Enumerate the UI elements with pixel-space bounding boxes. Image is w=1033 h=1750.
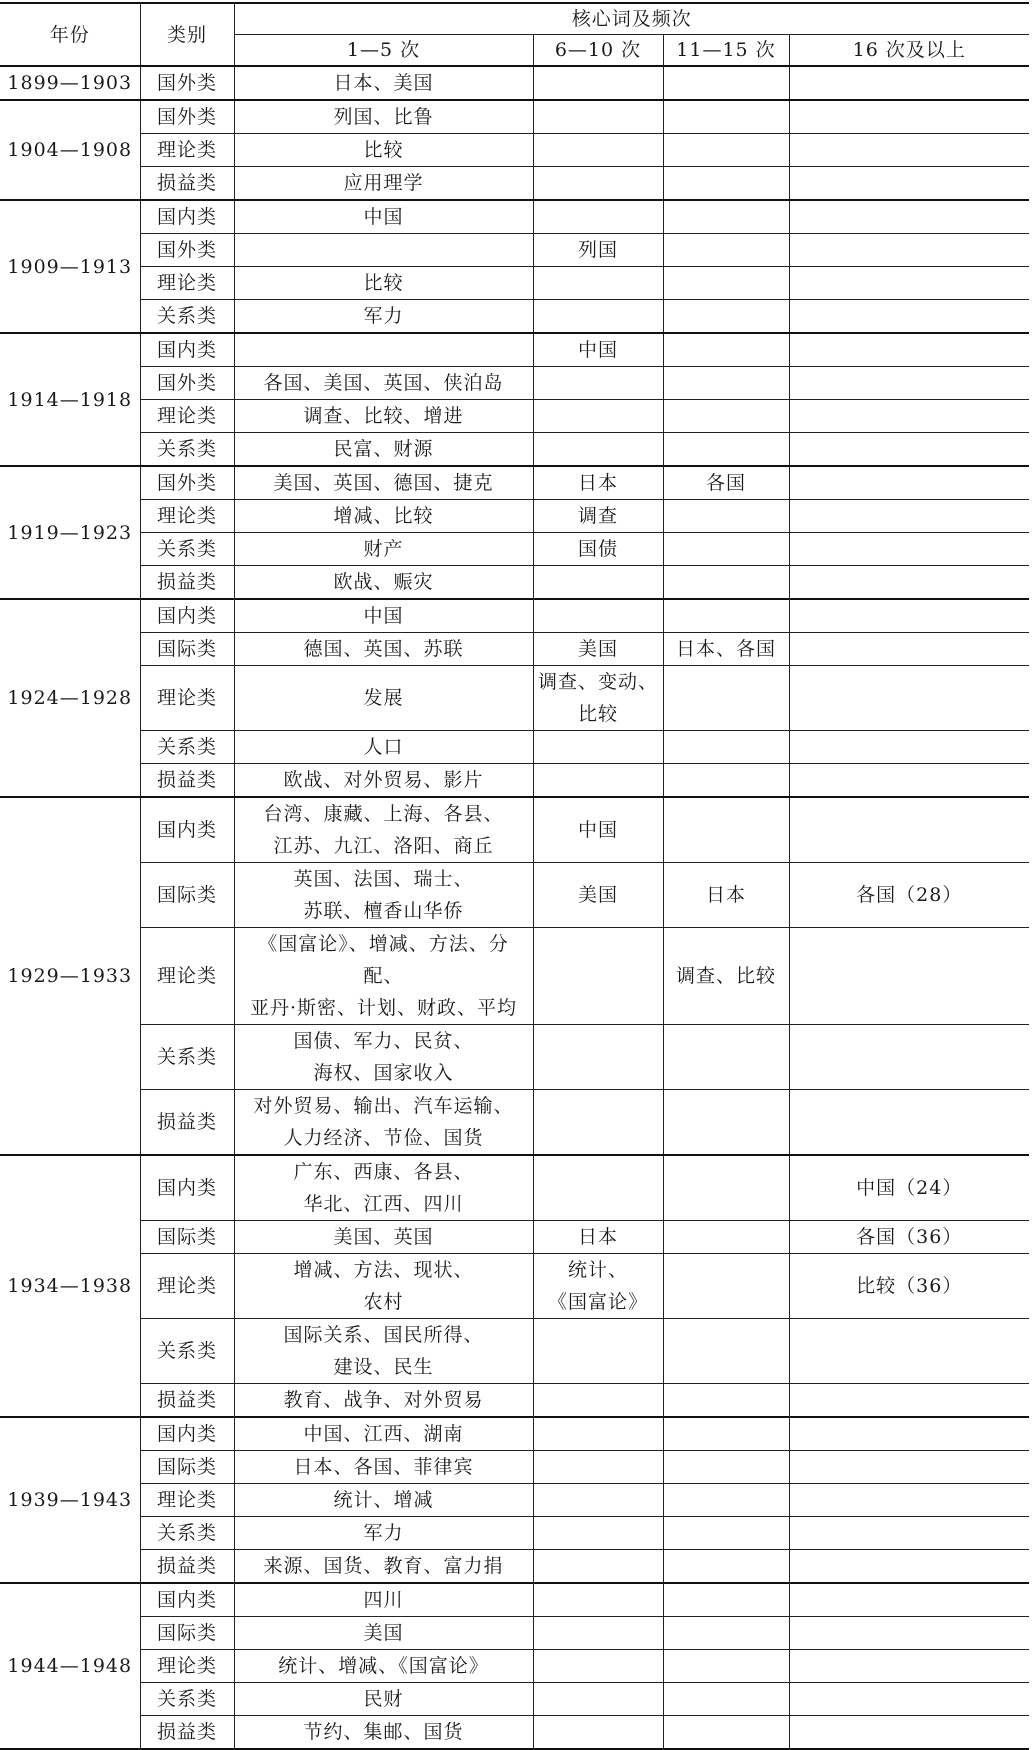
keywords-11-15-cell — [663, 599, 789, 633]
keywords-16-plus-cell — [789, 797, 1029, 863]
table-row — [0, 1384, 1029, 1418]
category-cell: 国内类 — [140, 1583, 234, 1617]
year-cell: 1939—1943 — [0, 1417, 140, 1583]
category-cell: 损益类 — [140, 167, 234, 201]
table-row — [0, 100, 1029, 134]
table-row — [0, 1254, 1029, 1319]
keywords-16-plus-cell — [789, 66, 1029, 100]
table-row — [0, 1683, 1029, 1716]
category-cell: 国外类 — [140, 367, 234, 400]
table-row — [0, 1517, 1029, 1550]
table-row — [0, 300, 1029, 334]
keywords-11-15-cell — [663, 533, 789, 566]
keywords-16-plus-cell — [789, 267, 1029, 300]
keywords-16-plus-cell — [789, 666, 1029, 731]
keywords-1-5-cell: 各国、美国、英国、侠泊岛 — [234, 367, 533, 400]
keywords-1-5-cell: 民财 — [234, 1683, 533, 1716]
keywords-16-plus-cell — [789, 1550, 1029, 1584]
band-header-11-15: 11—15 次 — [663, 35, 789, 67]
keywords-1-5-cell: 军力 — [234, 1517, 533, 1550]
keywords-6-10-cell: 中国 — [533, 333, 663, 367]
category-cell: 国内类 — [140, 1417, 234, 1451]
keywords-16-plus-cell — [789, 1650, 1029, 1683]
keywords-1-5-cell: 教育、战争、对外贸易 — [234, 1384, 533, 1418]
keywords-6-10-cell — [533, 1650, 663, 1683]
keywords-6-10-cell — [533, 1090, 663, 1156]
keywords-11-15-cell — [663, 200, 789, 234]
keywords-11-15-cell — [663, 1025, 789, 1090]
keywords-1-5-cell: 广东、西康、各县、 华北、江西、四川 — [234, 1155, 533, 1221]
keywords-11-15-cell: 日本、各国 — [663, 633, 789, 666]
keywords-1-5-cell: 民富、财源 — [234, 433, 533, 467]
category-cell: 理论类 — [140, 1254, 234, 1319]
category-cell: 国外类 — [140, 466, 234, 500]
keywords-11-15-cell — [663, 66, 789, 100]
keywords-6-10-cell: 美国 — [533, 633, 663, 666]
year-cell: 1909—1913 — [0, 200, 140, 333]
keywords-1-5-cell: 英国、法国、瑞士、 苏联、檀香山华侨 — [234, 863, 533, 928]
table-row — [0, 167, 1029, 201]
category-cell: 国内类 — [140, 333, 234, 367]
keywords-16-plus-cell — [789, 300, 1029, 334]
keywords-11-15-cell — [663, 1417, 789, 1451]
keywords-1-5-cell: 美国 — [234, 1617, 533, 1650]
keywords-16-plus-cell — [789, 1583, 1029, 1617]
keywords-6-10-cell — [533, 433, 663, 467]
keywords-11-15-cell — [663, 1716, 789, 1750]
keywords-11-15-cell — [663, 1221, 789, 1254]
keywords-16-plus-cell — [789, 1716, 1029, 1750]
table-row — [0, 1025, 1029, 1090]
keywords-16-plus-cell: 中国（24） — [789, 1155, 1029, 1221]
keywords-6-10-cell — [533, 1417, 663, 1451]
table-row — [0, 1090, 1029, 1156]
year-cell: 1944—1948 — [0, 1583, 140, 1749]
category-cell: 关系类 — [140, 433, 234, 467]
category-cell: 国际类 — [140, 1617, 234, 1650]
category-cell: 国际类 — [140, 1451, 234, 1484]
keywords-1-5-cell: 统计、增减 — [234, 1484, 533, 1517]
keywords-16-plus-cell — [789, 400, 1029, 433]
keyword-frequency-table — [0, 2, 1029, 1750]
keywords-6-10-cell — [533, 1319, 663, 1384]
keywords-11-15-cell — [663, 267, 789, 300]
keywords-6-10-cell: 调查、变动、 比较 — [533, 666, 663, 731]
keywords-1-5-cell: 欧战、对外贸易、影片 — [234, 764, 533, 798]
table-row — [0, 666, 1029, 731]
keywords-16-plus-cell — [789, 100, 1029, 134]
keywords-6-10-cell: 中国 — [533, 797, 663, 863]
table-row — [0, 1650, 1029, 1683]
keywords-1-5-cell: 中国 — [234, 200, 533, 234]
year-cell: 1934—1938 — [0, 1155, 140, 1417]
keywords-1-5-cell: 比较 — [234, 267, 533, 300]
table-row — [0, 1221, 1029, 1254]
keywords-16-plus-cell — [789, 466, 1029, 500]
table-row — [0, 1583, 1029, 1617]
keywords-11-15-cell — [663, 300, 789, 334]
table-row — [0, 1550, 1029, 1584]
keywords-16-plus-cell — [789, 1484, 1029, 1517]
keywords-16-plus-cell — [789, 1417, 1029, 1451]
keywords-6-10-cell — [533, 134, 663, 167]
year-header: 年份 — [0, 3, 140, 66]
category-cell: 国内类 — [140, 200, 234, 234]
keywords-6-10-cell — [533, 1484, 663, 1517]
keywords-11-15-cell — [663, 1484, 789, 1517]
category-cell: 理论类 — [140, 400, 234, 433]
keywords-6-10-cell — [533, 1451, 663, 1484]
table-row — [0, 599, 1029, 633]
keywords-16-plus-cell — [789, 533, 1029, 566]
keywords-11-15-cell — [663, 234, 789, 267]
category-cell: 理论类 — [140, 666, 234, 731]
category-cell: 关系类 — [140, 1319, 234, 1384]
table-row — [0, 1155, 1029, 1221]
keywords-1-5-cell: 来源、国货、教育、富力捐 — [234, 1550, 533, 1584]
table-row — [0, 566, 1029, 600]
table-row — [0, 863, 1029, 928]
keywords-1-5-cell: 增减、方法、现状、 农村 — [234, 1254, 533, 1319]
keywords-6-10-cell — [533, 928, 663, 1025]
keywords-6-10-cell — [533, 300, 663, 334]
category-cell: 理论类 — [140, 928, 234, 1025]
keywords-16-plus-cell — [789, 633, 1029, 666]
keywords-11-15-cell — [663, 433, 789, 467]
category-cell: 损益类 — [140, 566, 234, 600]
table-row — [0, 433, 1029, 467]
keywords-16-plus-cell — [789, 134, 1029, 167]
category-cell: 关系类 — [140, 1683, 234, 1716]
keywords-1-5-cell: 美国、英国 — [234, 1221, 533, 1254]
keywords-16-plus-cell — [789, 1451, 1029, 1484]
category-cell: 损益类 — [140, 1384, 234, 1418]
year-cell: 1914—1918 — [0, 333, 140, 466]
keywords-1-5-cell: 统计、增减、《国富论》 — [234, 1650, 533, 1683]
keywords-1-5-cell: 中国 — [234, 599, 533, 633]
keywords-16-plus-cell — [789, 566, 1029, 600]
band-header-6-10: 6—10 次 — [533, 35, 663, 67]
keywords-6-10-cell — [533, 66, 663, 100]
keywords-16-plus-cell — [789, 433, 1029, 467]
band-header-16-plus: 16 次及以上 — [789, 35, 1029, 67]
keywords-1-5-cell: 财产 — [234, 533, 533, 566]
keywords-header: 核心词及频次 — [234, 3, 1029, 35]
keywords-16-plus-cell — [789, 1517, 1029, 1550]
table-row — [0, 1417, 1029, 1451]
keywords-1-5-cell: 列国、比鲁 — [234, 100, 533, 134]
keywords-11-15-cell — [663, 797, 789, 863]
category-cell: 损益类 — [140, 1550, 234, 1584]
table-row — [0, 200, 1029, 234]
keywords-1-5-cell: 国债、军力、民贫、 海权、国家收入 — [234, 1025, 533, 1090]
keywords-6-10-cell: 调查 — [533, 500, 663, 533]
table-row — [0, 633, 1029, 666]
keywords-1-5-cell — [234, 333, 533, 367]
year-cell: 1904—1908 — [0, 100, 140, 200]
category-cell: 关系类 — [140, 731, 234, 764]
category-cell: 国外类 — [140, 100, 234, 134]
table-row — [0, 1484, 1029, 1517]
keywords-11-15-cell — [663, 1254, 789, 1319]
keywords-1-5-cell: 人口 — [234, 731, 533, 764]
keywords-11-15-cell — [663, 1155, 789, 1221]
keywords-6-10-cell — [533, 1583, 663, 1617]
keywords-6-10-cell — [533, 764, 663, 798]
category-cell: 关系类 — [140, 1517, 234, 1550]
table-row — [0, 731, 1029, 764]
keywords-11-15-cell — [663, 1451, 789, 1484]
keywords-6-10-cell: 日本 — [533, 1221, 663, 1254]
keywords-1-5-cell: 美国、英国、德国、捷克 — [234, 466, 533, 500]
keywords-16-plus-cell: 各国（28） — [789, 863, 1029, 928]
table-row — [0, 1716, 1029, 1750]
keywords-11-15-cell — [663, 400, 789, 433]
year-cell: 1929—1933 — [0, 797, 140, 1155]
keywords-11-15-cell — [663, 1550, 789, 1584]
keywords-1-5-cell: 国际关系、国民所得、 建设、民生 — [234, 1319, 533, 1384]
category-cell: 理论类 — [140, 134, 234, 167]
keywords-11-15-cell — [663, 333, 789, 367]
keywords-1-5-cell: 四川 — [234, 1583, 533, 1617]
category-cell: 损益类 — [140, 764, 234, 798]
category-cell: 关系类 — [140, 300, 234, 334]
category-cell: 理论类 — [140, 267, 234, 300]
keywords-16-plus-cell — [789, 200, 1029, 234]
keywords-16-plus-cell — [789, 1319, 1029, 1384]
keywords-1-5-cell: 台湾、康藏、上海、各县、 江苏、九江、洛阳、商丘 — [234, 797, 533, 863]
category-cell: 理论类 — [140, 1650, 234, 1683]
table-row — [0, 764, 1029, 798]
keywords-16-plus-cell: 比较（36） — [789, 1254, 1029, 1319]
keywords-6-10-cell — [533, 566, 663, 600]
category-cell: 损益类 — [140, 1090, 234, 1156]
table-row — [0, 797, 1029, 863]
category-cell: 国际类 — [140, 633, 234, 666]
keywords-1-5-cell: 应用理学 — [234, 167, 533, 201]
keywords-6-10-cell — [533, 1517, 663, 1550]
keywords-16-plus-cell — [789, 167, 1029, 201]
keywords-6-10-cell — [533, 599, 663, 633]
keywords-11-15-cell — [663, 1384, 789, 1418]
year-cell: 1919—1923 — [0, 466, 140, 599]
keywords-11-15-cell: 调查、比较 — [663, 928, 789, 1025]
keywords-11-15-cell — [663, 1319, 789, 1384]
category-cell: 国外类 — [140, 234, 234, 267]
keywords-1-5-cell: 中国、江西、湖南 — [234, 1417, 533, 1451]
keywords-6-10-cell — [533, 200, 663, 234]
keywords-6-10-cell: 日本 — [533, 466, 663, 500]
category-cell: 理论类 — [140, 500, 234, 533]
keywords-16-plus-cell — [789, 333, 1029, 367]
keywords-11-15-cell: 日本 — [663, 863, 789, 928]
table-row — [0, 400, 1029, 433]
keywords-16-plus-cell — [789, 1025, 1029, 1090]
table-row — [0, 333, 1029, 367]
keywords-11-15-cell — [663, 731, 789, 764]
keywords-6-10-cell: 列国 — [533, 234, 663, 267]
category-cell: 国内类 — [140, 1155, 234, 1221]
table-row — [0, 66, 1029, 100]
category-cell: 损益类 — [140, 1716, 234, 1750]
keywords-11-15-cell — [663, 1650, 789, 1683]
keywords-11-15-cell — [663, 1583, 789, 1617]
keywords-11-15-cell — [663, 167, 789, 201]
table-row — [0, 533, 1029, 566]
keywords-11-15-cell — [663, 134, 789, 167]
category-header: 类别 — [140, 3, 234, 66]
category-cell: 理论类 — [140, 1484, 234, 1517]
keywords-16-plus-cell — [789, 1090, 1029, 1156]
keywords-6-10-cell — [533, 100, 663, 134]
keywords-11-15-cell — [663, 764, 789, 798]
category-cell: 关系类 — [140, 533, 234, 566]
category-cell: 关系类 — [140, 1025, 234, 1090]
keywords-1-5-cell: 节约、集邮、国货 — [234, 1716, 533, 1750]
year-cell: 1924—1928 — [0, 599, 140, 797]
category-cell: 国内类 — [140, 797, 234, 863]
keywords-6-10-cell — [533, 167, 663, 201]
keywords-6-10-cell: 统计、 《国富论》 — [533, 1254, 663, 1319]
band-header-1-5: 1—5 次 — [234, 35, 533, 67]
table-row — [0, 928, 1029, 1025]
keywords-6-10-cell — [533, 267, 663, 300]
year-cell: 1899—1903 — [0, 66, 140, 100]
keywords-6-10-cell — [533, 1683, 663, 1716]
keywords-11-15-cell: 各国 — [663, 466, 789, 500]
keywords-16-plus-cell — [789, 500, 1029, 533]
keywords-11-15-cell — [663, 1090, 789, 1156]
table-row — [0, 1319, 1029, 1384]
keywords-6-10-cell — [533, 400, 663, 433]
keywords-11-15-cell — [663, 1517, 789, 1550]
category-cell: 国际类 — [140, 863, 234, 928]
keywords-1-5-cell — [234, 234, 533, 267]
table-body — [0, 66, 1029, 1749]
category-cell: 国外类 — [140, 66, 234, 100]
keywords-6-10-cell — [533, 1550, 663, 1584]
keywords-6-10-cell — [533, 1716, 663, 1750]
keywords-16-plus-cell — [789, 234, 1029, 267]
keywords-16-plus-cell: 各国（36） — [789, 1221, 1029, 1254]
keywords-1-5-cell: 日本、美国 — [234, 66, 533, 100]
keywords-6-10-cell: 国债 — [533, 533, 663, 566]
table-row — [0, 500, 1029, 533]
keywords-11-15-cell — [663, 1683, 789, 1716]
table-row — [0, 367, 1029, 400]
category-cell: 国际类 — [140, 1221, 234, 1254]
table-row — [0, 234, 1029, 267]
keywords-1-5-cell: 欧战、赈灾 — [234, 566, 533, 600]
keywords-6-10-cell — [533, 1155, 663, 1221]
keywords-16-plus-cell — [789, 599, 1029, 633]
keywords-16-plus-cell — [789, 1384, 1029, 1418]
keywords-16-plus-cell — [789, 928, 1029, 1025]
keywords-11-15-cell — [663, 666, 789, 731]
table-row — [0, 134, 1029, 167]
keywords-1-5-cell: 德国、英国、苏联 — [234, 633, 533, 666]
keywords-1-5-cell: 增减、比较 — [234, 500, 533, 533]
keywords-11-15-cell — [663, 100, 789, 134]
table-row — [0, 1451, 1029, 1484]
table-row — [0, 267, 1029, 300]
keywords-6-10-cell — [533, 1025, 663, 1090]
keywords-6-10-cell: 美国 — [533, 863, 663, 928]
keywords-11-15-cell — [663, 566, 789, 600]
keywords-16-plus-cell — [789, 731, 1029, 764]
category-cell: 国内类 — [140, 599, 234, 633]
keywords-6-10-cell — [533, 731, 663, 764]
keywords-1-5-cell: 调查、比较、增进 — [234, 400, 533, 433]
table-row — [0, 466, 1029, 500]
header-row-top — [0, 3, 1029, 35]
keywords-16-plus-cell — [789, 764, 1029, 798]
keywords-1-5-cell: 对外贸易、输出、汽车运输、 人力经济、节俭、国货 — [234, 1090, 533, 1156]
keywords-6-10-cell — [533, 367, 663, 400]
keywords-1-5-cell: 比较 — [234, 134, 533, 167]
keywords-16-plus-cell — [789, 367, 1029, 400]
keywords-11-15-cell — [663, 500, 789, 533]
keywords-6-10-cell — [533, 1384, 663, 1418]
keywords-1-5-cell: 军力 — [234, 300, 533, 334]
keywords-16-plus-cell — [789, 1683, 1029, 1716]
keywords-1-5-cell: 日本、各国、菲律宾 — [234, 1451, 533, 1484]
keywords-1-5-cell: 《国富论》、增减、方法、分配、 亚丹·斯密、计划、财政、平均 — [234, 928, 533, 1025]
keywords-11-15-cell — [663, 367, 789, 400]
keywords-1-5-cell: 发展 — [234, 666, 533, 731]
